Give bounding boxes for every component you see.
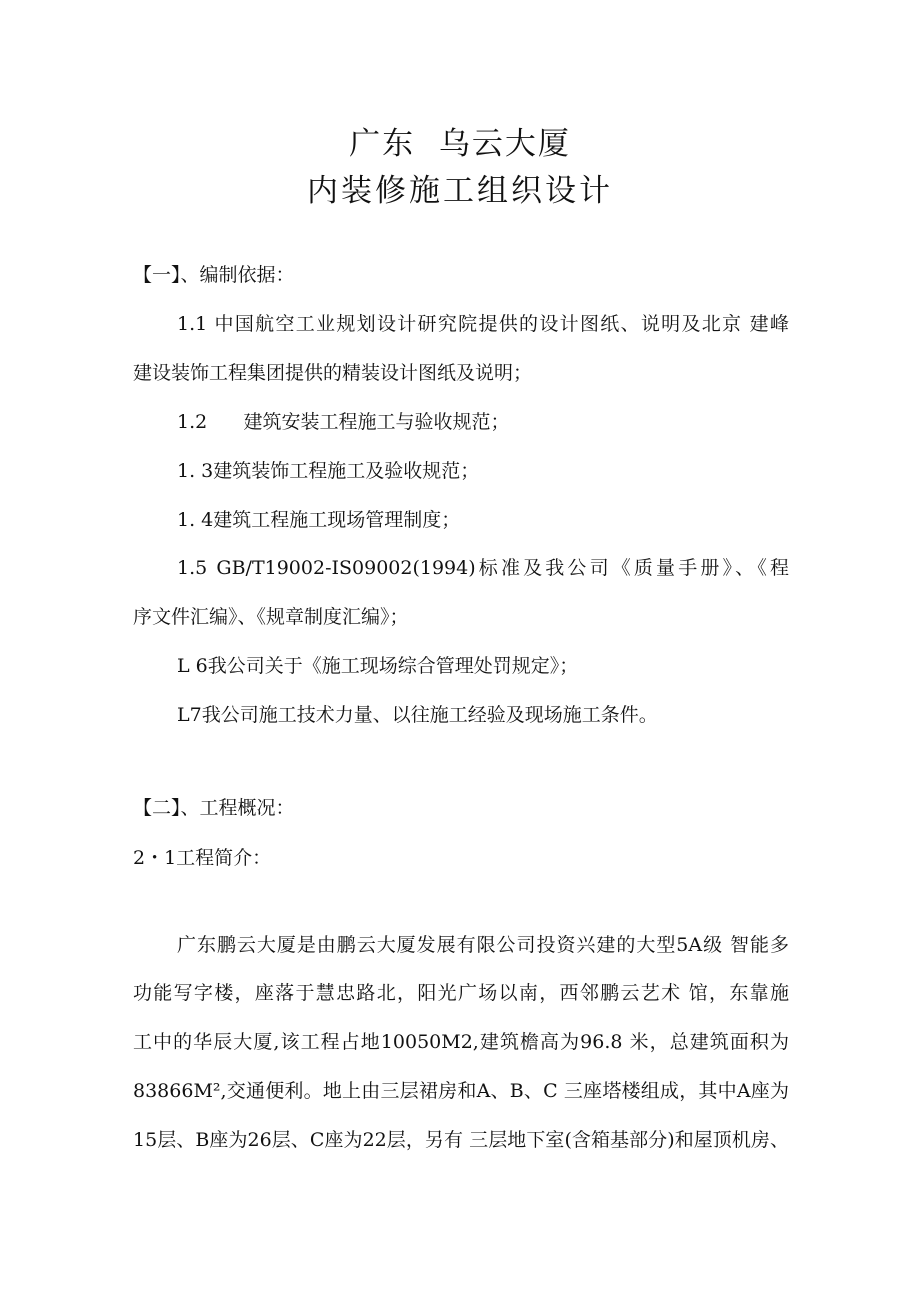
section2-subheading: 2・1工程简介：: [133, 847, 272, 869]
basis-item-1-5a: 1.5 GB/T19002-IS09002(1994)标准及我公司《质量手册》、《程: [177, 557, 789, 579]
basis-item-1-2: 1.2 建筑安装工程施工与验收规范；: [177, 411, 510, 433]
overview-paragraph-line1: 广东鹏云大厦是由鹏云大厦发展有限公司投资兴建的大型5A级 智能多: [177, 934, 789, 956]
basis-item-1-7: L7我公司施工技术力量、以往施工经验及现场施工条件。: [177, 704, 658, 726]
basis-item-1-6: L 6我公司关于《施工现场综合管理处罚规定》；: [177, 655, 579, 677]
basis-item-1-4: 1. 4建筑工程施工现场管理制度；: [177, 509, 461, 531]
document-title-line2: 内装修施工组织设计: [307, 173, 613, 209]
overview-paragraph-line2: 功能写字楼，座落于慧忠路北，阳光广场以南，西邻鹏云艺术 馆，东靠施: [133, 982, 789, 1004]
overview-paragraph-line5: 15层、B座为26层、C座为22层，另有 三层地下室(含箱基部分)和屋顶机房、: [133, 1129, 789, 1151]
overview-paragraph-line4: 83866M²,交通便利。地上由三层裙房和A、B、C 三座塔楼组成，其中A座为: [133, 1080, 789, 1102]
basis-item-1-5b: 序文件汇编》、《规章制度汇编》；: [133, 606, 409, 628]
overview-paragraph-line3: 工中的华辰大厦,该工程占地10050M2,建筑檐高为96.8 米，总建筑面积为: [133, 1031, 789, 1053]
basis-item-1-1a: 1.1 中国航空工业规划设计研究院提供的设计图纸、说明及北京 建峰: [177, 313, 789, 335]
section1-heading: 【一】、编制依据：: [133, 264, 295, 286]
basis-item-1-1b: 建设装饰工程集团提供的精装设计图纸及说明；: [133, 362, 533, 384]
section2-heading: 【二】、工程概况：: [133, 797, 295, 819]
document-title-line1: 广东 乌云大厦: [349, 126, 571, 162]
basis-item-1-3: 1. 3建筑装饰工程施工及验收规范；: [177, 460, 480, 482]
